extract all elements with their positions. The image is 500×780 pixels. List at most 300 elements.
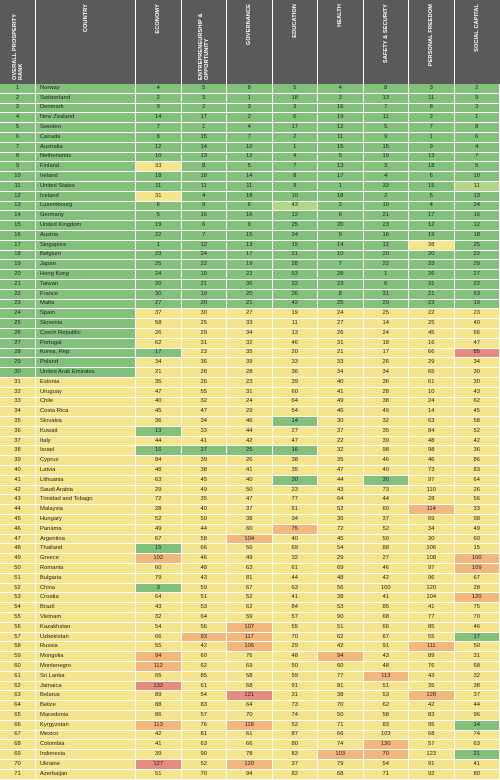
cell-economy: 86 xyxy=(136,711,182,721)
table-row xyxy=(0,584,500,594)
cell-personal-freedom: 46 xyxy=(409,456,455,466)
cell-personal-freedom: 96 xyxy=(409,574,455,584)
table-row xyxy=(0,113,500,123)
cell-entrepreneurship: 56 xyxy=(182,623,228,633)
cell-health: 74 xyxy=(318,740,364,750)
cell-entrepreneurship: 25 xyxy=(182,319,228,329)
cell-country: Canada xyxy=(36,133,136,143)
cell-rank: 68 xyxy=(0,740,36,750)
cell-governance: 67 xyxy=(227,584,273,594)
cell-economy: 43 xyxy=(136,603,182,613)
cell-governance: 36 xyxy=(227,280,273,290)
header-entrepreneurship xyxy=(182,0,228,84)
cell-rank: 26 xyxy=(0,329,36,339)
cell-economy: 15 xyxy=(136,544,182,554)
cell-social-capital: 40 xyxy=(455,319,500,329)
cell-economy: 23 xyxy=(136,251,182,261)
cell-safety: 85 xyxy=(364,603,410,613)
cell-rank: 6 xyxy=(0,133,36,143)
cell-governance: 9 xyxy=(227,221,273,231)
table-row xyxy=(0,770,500,780)
cell-education: 38 xyxy=(273,456,319,466)
cell-education: 13 xyxy=(273,329,319,339)
cell-economy: 84 xyxy=(136,456,182,466)
cell-social-capital: 86 xyxy=(455,456,500,466)
table-row xyxy=(0,633,500,643)
cell-education: 25 xyxy=(273,221,319,231)
cell-education: 60 xyxy=(273,388,319,398)
cell-social-capital: 64 xyxy=(455,476,500,486)
cell-economy: 14 xyxy=(136,113,182,123)
cell-personal-freedom: 63 xyxy=(409,417,455,427)
cell-health: 60 xyxy=(318,662,364,672)
cell-governance: 59 xyxy=(227,613,273,623)
cell-health: 66 xyxy=(318,731,364,741)
cell-health: 32 xyxy=(318,446,364,456)
cell-personal-freedom: 123 xyxy=(409,750,455,760)
cell-governance: 81 xyxy=(227,574,273,584)
cell-country: Hungary xyxy=(36,515,136,525)
table-row xyxy=(0,701,500,711)
cell-education: 46 xyxy=(273,339,319,349)
cell-safety: 58 xyxy=(364,711,410,721)
header-social-capital xyxy=(455,0,500,84)
cell-entrepreneurship: 45 xyxy=(182,476,228,486)
cell-entrepreneurship: 81 xyxy=(182,731,228,741)
table-row xyxy=(0,486,500,496)
cell-social-capital: 7 xyxy=(455,153,500,163)
cell-safety: 100 xyxy=(364,584,410,594)
cell-safety: 7 xyxy=(364,104,410,114)
cell-health: 70 xyxy=(318,701,364,711)
cell-health: 56 xyxy=(318,584,364,594)
cell-country: Thailand xyxy=(36,544,136,554)
table-row xyxy=(0,731,500,741)
cell-personal-freedom: 10 xyxy=(409,388,455,398)
cell-safety: 11 xyxy=(364,113,410,123)
cell-education: 74 xyxy=(273,711,319,721)
header-rank-label: OVERALL PROSPERITY RANK xyxy=(12,4,24,80)
cell-safety: 37 xyxy=(364,515,410,525)
table-row xyxy=(0,544,500,554)
cell-education: 40 xyxy=(273,535,319,545)
cell-rank: 22 xyxy=(0,290,36,300)
cell-economy: 13 xyxy=(136,427,182,437)
cell-social-capital: 36 xyxy=(455,446,500,456)
cell-personal-freedom: 4 xyxy=(409,202,455,212)
cell-entrepreneurship: 59 xyxy=(182,584,228,594)
cell-personal-freedom: 2 xyxy=(409,113,455,123)
cell-country: Spain xyxy=(36,309,136,319)
cell-social-capital: 24 xyxy=(455,202,500,212)
cell-personal-freedom: 9 xyxy=(409,143,455,153)
cell-personal-freedom: 76 xyxy=(409,662,455,672)
cell-safety: 23 xyxy=(364,221,410,231)
cell-governance: 18 xyxy=(227,192,273,202)
cell-governance: 22 xyxy=(227,270,273,280)
cell-personal-freedom: 120 xyxy=(409,584,455,594)
cell-rank: 44 xyxy=(0,505,36,515)
cell-entrepreneurship: 22 xyxy=(182,260,228,270)
cell-entrepreneurship: 6 xyxy=(182,221,228,231)
cell-education: 53 xyxy=(273,270,319,280)
cell-social-capital: 17 xyxy=(455,633,500,643)
header-economy xyxy=(136,0,182,84)
cell-economy: 1 xyxy=(136,241,182,251)
table-row xyxy=(0,466,500,476)
cell-entrepreneurship: 11 xyxy=(182,182,228,192)
cell-social-capital: 4 xyxy=(455,143,500,153)
cell-country: Slovakia xyxy=(36,417,136,427)
cell-governance: 16 xyxy=(227,211,273,221)
cell-economy: 12 xyxy=(136,143,182,153)
cell-governance: 47 xyxy=(227,495,273,505)
cell-economy: 22 xyxy=(136,231,182,241)
cell-governance: 8 xyxy=(227,84,273,94)
cell-social-capital: 28 xyxy=(455,584,500,594)
cell-economy: 88 xyxy=(136,701,182,711)
cell-health: 21 xyxy=(318,349,364,359)
cell-education: 31 xyxy=(273,691,319,701)
cell-social-capital: 34 xyxy=(455,358,500,368)
cell-entrepreneurship: 53 xyxy=(182,603,228,613)
cell-rank: 14 xyxy=(0,211,36,221)
cell-country: Uzbekistan xyxy=(36,633,136,643)
cell-entrepreneurship: 35 xyxy=(182,495,228,505)
cell-rank: 33 xyxy=(0,398,36,408)
cell-education: 12 xyxy=(273,211,319,221)
cell-social-capital: 70 xyxy=(455,613,500,623)
cell-personal-freedom: 111 xyxy=(409,642,455,652)
cell-education: 6 xyxy=(273,113,319,123)
cell-entrepreneurship: 16 xyxy=(182,211,228,221)
cell-safety: 70 xyxy=(364,750,410,760)
cell-rank: 37 xyxy=(0,437,36,447)
cell-safety: 6 xyxy=(364,280,410,290)
cell-health: 46 xyxy=(318,407,364,417)
cell-social-capital: 41 xyxy=(455,760,500,770)
cell-governance: 118 xyxy=(227,721,273,731)
cell-country: Greece xyxy=(36,554,136,564)
cell-personal-freedom: 84 xyxy=(409,427,455,437)
table-row xyxy=(0,652,500,662)
cell-governance: 24 xyxy=(227,398,273,408)
cell-economy: 29 xyxy=(136,486,182,496)
cell-country: Malaysia xyxy=(36,505,136,515)
cell-safety: 88 xyxy=(364,544,410,554)
cell-personal-freedom: 15 xyxy=(409,182,455,192)
cell-health: 2 xyxy=(318,202,364,212)
cell-social-capital: 30 xyxy=(455,368,500,378)
cell-governance: 106 xyxy=(227,642,273,652)
cell-country: Chile xyxy=(36,398,136,408)
cell-personal-freedom: 42 xyxy=(409,701,455,711)
cell-economy: 36 xyxy=(136,417,182,427)
table-row xyxy=(0,564,500,574)
cell-education: 27 xyxy=(273,427,319,437)
cell-governance: 42 xyxy=(227,437,273,447)
table-row xyxy=(0,339,500,349)
cell-entrepreneurship: 66 xyxy=(182,544,228,554)
cell-social-capital: 63 xyxy=(455,740,500,750)
cell-safety: 26 xyxy=(364,358,410,368)
cell-governance: 60 xyxy=(227,525,273,535)
cell-social-capital: 25 xyxy=(455,241,500,251)
cell-economy: 52 xyxy=(136,515,182,525)
cell-rank: 15 xyxy=(0,221,36,231)
cell-personal-freedom: 55 xyxy=(409,633,455,643)
cell-education: 47 xyxy=(273,437,319,447)
cell-health: 5 xyxy=(318,153,364,163)
cell-personal-freedom: 33 xyxy=(409,260,455,270)
cell-economy: 30 xyxy=(136,290,182,300)
cell-health: 53 xyxy=(318,603,364,613)
cell-health: 8 xyxy=(318,290,364,300)
cell-social-capital: 47 xyxy=(455,339,500,349)
cell-entrepreneurship: 17 xyxy=(182,113,228,123)
cell-personal-freedom: 38 xyxy=(409,241,455,251)
cell-economy: 45 xyxy=(136,407,182,417)
cell-personal-freedom: 5 xyxy=(409,192,455,202)
cell-health: 47 xyxy=(318,466,364,476)
cell-social-capital: 46 xyxy=(455,623,500,633)
cell-governance: 32 xyxy=(227,339,273,349)
cell-safety: 33 xyxy=(364,182,410,192)
cell-rank: 42 xyxy=(0,486,36,496)
cell-rank: 45 xyxy=(0,515,36,525)
cell-health: 69 xyxy=(318,564,364,574)
cell-education: 15 xyxy=(273,241,319,251)
table-row xyxy=(0,446,500,456)
cell-social-capital: 50 xyxy=(455,642,500,652)
cell-country: Belarus xyxy=(36,691,136,701)
cell-education: 84 xyxy=(273,603,319,613)
cell-rank: 59 xyxy=(0,652,36,662)
table-row xyxy=(0,123,500,133)
cell-governance: 15 xyxy=(227,231,273,241)
cell-education: 23 xyxy=(273,486,319,496)
header-education xyxy=(273,0,319,84)
cell-health: 94 xyxy=(318,652,364,662)
table-row xyxy=(0,593,500,603)
cell-economy: 20 xyxy=(136,280,182,290)
cell-governance: 104 xyxy=(227,535,273,545)
cell-education: 8 xyxy=(273,172,319,182)
cell-country: Finland xyxy=(36,162,136,172)
cell-economy: 8 xyxy=(136,133,182,143)
cell-health: 6 xyxy=(318,211,364,221)
cell-health: 24 xyxy=(318,309,364,319)
cell-entrepreneurship: 8 xyxy=(182,162,228,172)
cell-entrepreneurship: 5 xyxy=(182,84,228,94)
cell-personal-freedom: 41 xyxy=(409,603,455,613)
cell-rank: 71 xyxy=(0,770,36,780)
cell-safety: 9 xyxy=(364,133,410,143)
cell-entrepreneurship: 34 xyxy=(182,417,228,427)
cell-social-capital: 30 xyxy=(455,378,500,388)
cell-personal-freedom: 65 xyxy=(409,368,455,378)
cell-health: 10 xyxy=(318,251,364,261)
table-row xyxy=(0,211,500,221)
cell-governance: 14 xyxy=(227,172,273,182)
cell-entrepreneurship: 90 xyxy=(182,750,228,760)
cell-entrepreneurship: 9 xyxy=(182,202,228,212)
cell-safety: 30 xyxy=(364,476,410,486)
cell-health: 26 xyxy=(318,329,364,339)
cell-education: 34 xyxy=(273,515,319,525)
header-governance-label: GOVERNANCE xyxy=(246,4,252,45)
cell-rank: 13 xyxy=(0,202,36,212)
cell-economy: 112 xyxy=(136,662,182,672)
cell-governance: 56 xyxy=(227,544,273,554)
cell-health: 34 xyxy=(318,368,364,378)
cell-country: United Kingdom xyxy=(36,221,136,231)
cell-entrepreneurship: 58 xyxy=(182,535,228,545)
cell-economy: 89 xyxy=(136,691,182,701)
cell-rank: 21 xyxy=(0,280,36,290)
cell-personal-freedom: 23 xyxy=(409,300,455,310)
table-row xyxy=(0,388,500,398)
cell-entrepreneurship: 54 xyxy=(182,691,228,701)
cell-country: Iceland xyxy=(36,192,136,202)
cell-social-capital: 5 xyxy=(455,162,500,172)
cell-rank: 36 xyxy=(0,427,36,437)
cell-education: 11 xyxy=(273,319,319,329)
cell-health: 19 xyxy=(318,113,364,123)
cell-rank: 52 xyxy=(0,584,36,594)
cell-social-capital: 96 xyxy=(455,711,500,721)
cell-entrepreneurship: 85 xyxy=(182,672,228,682)
cell-country: Uruguay xyxy=(36,388,136,398)
cell-safety: 15 xyxy=(364,143,410,153)
cell-rank: 23 xyxy=(0,300,36,310)
cell-education: 37 xyxy=(273,760,319,770)
cell-entrepreneurship: 36 xyxy=(182,358,228,368)
cell-education: 42 xyxy=(273,300,319,310)
cell-education: 7 xyxy=(273,162,319,172)
table-row xyxy=(0,574,500,584)
cell-economy: 63 xyxy=(136,476,182,486)
table-row xyxy=(0,290,500,300)
cell-economy: 6 xyxy=(136,202,182,212)
cell-entrepreneurship: 31 xyxy=(182,339,228,349)
cell-safety: 41 xyxy=(364,593,410,603)
cell-social-capital: 80 xyxy=(455,770,500,780)
cell-safety: 10 xyxy=(364,202,410,212)
cell-health: 13 xyxy=(318,162,364,172)
cell-entrepreneurship: 44 xyxy=(182,525,228,535)
cell-safety: 17 xyxy=(364,349,410,359)
cell-education: 29 xyxy=(273,642,319,652)
cell-social-capital: 21 xyxy=(455,750,500,760)
table-row xyxy=(0,495,500,505)
cell-country: Saudi Arabia xyxy=(36,486,136,496)
cell-governance: 107 xyxy=(227,623,273,633)
header-personal-freedom xyxy=(409,0,455,84)
cell-social-capital: 1 xyxy=(455,113,500,123)
cell-education: 69 xyxy=(273,544,319,554)
cell-rank: 12 xyxy=(0,192,36,202)
cell-personal-freedom: 25 xyxy=(409,319,455,329)
table-row xyxy=(0,368,500,378)
cell-country: Trinidad and Tobago xyxy=(36,495,136,505)
cell-social-capital: 37 xyxy=(455,691,500,701)
cell-rank: 58 xyxy=(0,642,36,652)
cell-health: 79 xyxy=(318,760,364,770)
cell-entrepreneurship: 2 xyxy=(182,104,228,114)
cell-safety: 46 xyxy=(364,564,410,574)
cell-economy: 44 xyxy=(136,437,182,447)
cell-health: 51 xyxy=(318,623,364,633)
cell-country: Lithuania xyxy=(36,476,136,486)
cell-education: 43 xyxy=(273,202,319,212)
table-row xyxy=(0,760,500,770)
cell-country: Colombia xyxy=(36,740,136,750)
header-entrepreneurship-label: ENTREPRENEURSHIP & OPPORTUNITY xyxy=(198,4,210,80)
cell-entrepreneurship: 49 xyxy=(182,486,228,496)
cell-health: 18 xyxy=(318,192,364,202)
cell-rank: 65 xyxy=(0,711,36,721)
cell-economy: 132 xyxy=(136,682,182,692)
cell-economy: 28 xyxy=(136,505,182,515)
cell-entrepreneurship: 50 xyxy=(182,515,228,525)
cell-social-capital: 31 xyxy=(455,652,500,662)
cell-rank: 7 xyxy=(0,143,36,153)
cell-health: 48 xyxy=(318,574,364,584)
cell-education: 91 xyxy=(273,682,319,692)
cell-entrepreneurship: 28 xyxy=(182,368,228,378)
cell-country: Mongolia xyxy=(36,652,136,662)
table-row xyxy=(0,153,500,163)
cell-country: Poland xyxy=(36,358,136,368)
cell-rank: 18 xyxy=(0,251,36,261)
cell-economy: 47 xyxy=(136,388,182,398)
cell-rank: 57 xyxy=(0,633,36,643)
cell-governance: 5 xyxy=(227,162,273,172)
cell-economy: 3 xyxy=(136,584,182,594)
cell-personal-freedom: 83 xyxy=(409,711,455,721)
cell-personal-freedom: 97 xyxy=(409,564,455,574)
table-row xyxy=(0,554,500,564)
cell-social-capital: 9 xyxy=(455,94,500,104)
cell-safety: 67 xyxy=(364,633,410,643)
cell-entrepreneurship: 7 xyxy=(182,231,228,241)
cell-safety: 12 xyxy=(364,241,410,251)
cell-country: Ukraine xyxy=(36,760,136,770)
cell-personal-freedom: 29 xyxy=(409,358,455,368)
cell-safety: 14 xyxy=(364,319,410,329)
cell-social-capital: 14 xyxy=(455,721,500,731)
cell-health: 90 xyxy=(318,613,364,623)
table-row xyxy=(0,241,500,251)
cell-governance: 58 xyxy=(227,672,273,682)
table-row xyxy=(0,623,500,633)
cell-personal-freedom: 3 xyxy=(409,84,455,94)
cell-social-capital: 15 xyxy=(455,544,500,554)
cell-personal-freedom: 66 xyxy=(409,349,455,359)
header-economy-label: ECONOMY xyxy=(155,4,161,34)
cell-economy: 55 xyxy=(136,642,182,652)
cell-education: 51 xyxy=(273,505,319,515)
cell-governance: 20 xyxy=(227,290,273,300)
cell-country: Macedonia xyxy=(36,711,136,721)
cell-personal-freedom: 73 xyxy=(409,466,455,476)
cell-health: 9 xyxy=(318,231,364,241)
cell-personal-freedom: 11 xyxy=(409,94,455,104)
table-row xyxy=(0,300,500,310)
cell-rank: 62 xyxy=(0,682,36,692)
cell-social-capital: 43 xyxy=(455,388,500,398)
